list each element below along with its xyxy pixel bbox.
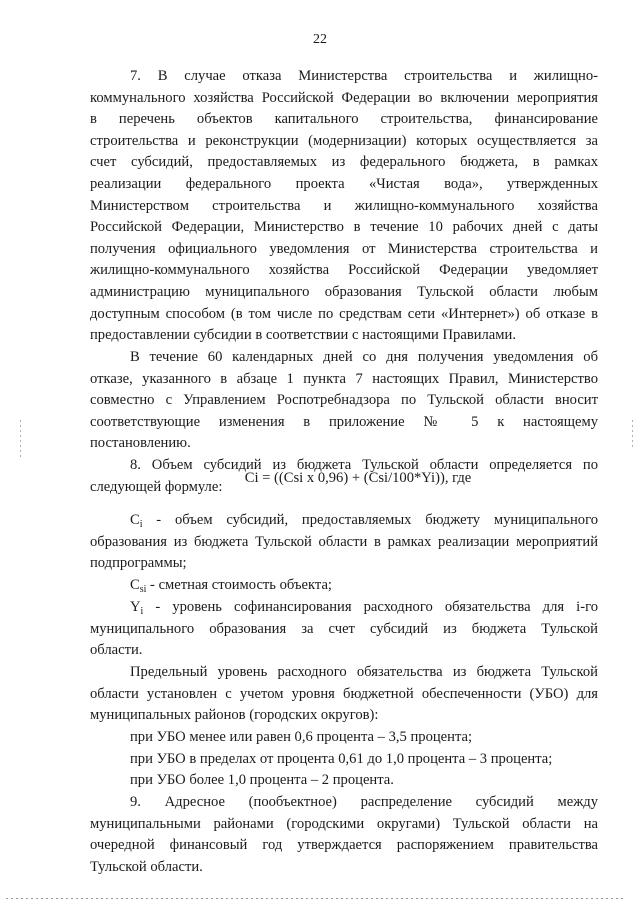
text-line: Министерством строительства и жилищно-коммунального хозяйства [90,197,598,214]
definition-ci [90,510,598,575]
paragraph-7-continued [90,347,598,455]
text-line: муниципальными районами (городскими округами) Тульской области на [90,815,598,832]
symbol-c: C [130,512,140,528]
text-line: Российской Федерации, Министерство в течение 10 рабочих дней с даты [90,219,598,236]
paragraph-limit [90,662,598,727]
page-number: 22 [313,32,327,47]
text-line [90,597,598,619]
symbol-subscript: i [139,519,143,530]
list-item: при УБО менее или равен 0,6 процента – 3,5 процента; [130,729,473,745]
text-line: подпрограммы; [90,555,187,572]
text-line [90,510,598,532]
list-item: при УБО в пределах от процента 0,61 до 1,0 процента – 3 процента; [130,750,553,767]
text-line: образования из бюджета Тульской области в рамках реализации мероприятий [90,533,598,550]
formula: Ci = ((Csi x 0,96) + (Csi/100*Yi)), где [244,470,472,486]
text-line: счет субсидий, предоставляемых из федерального бюджета, в рамках [90,154,598,171]
text-line: муниципального образования за счет субсидий из бюджета Тульской [90,620,598,637]
scan-side-mark [20,420,21,460]
definition-text: - объем субсидий, предоставляемых бюджету муниципального [142,512,598,528]
text-line: 8. Объем субсидий из бюджета Тульской области определяется по [130,457,598,473]
text-line: отказе, указанного в абзаце 1 пункта 7 настоящих Правил, Министерство [90,370,598,387]
paragraph-7 [90,66,598,347]
text-line: 7. В случае отказа Министерства строительства и жилищно- [130,68,598,84]
list-item: при УБО более 1,0 процента – 2 процента. [130,772,394,789]
text-line: реализации федерального проекта «Чистая вода», утвержденных [90,175,598,192]
symbol-y: Y [130,599,141,615]
text-line: совместно с Управлением Роспотребнадзора по Тульской области вносит [90,392,598,409]
scan-edge-mark [6,898,626,899]
definition-text: - сметная стоимость объекта; [146,577,332,593]
text-line: очередной финансовый год утверждается распоряжением правительства [90,837,598,854]
scan-side-mark [632,420,633,450]
text-line: в перечень объектов капитального строительства, финансирование [90,111,598,128]
text-line: области. [90,642,143,659]
text-line: доступным способом (в том числе по средствам сети «Интернет») об отказе в [90,305,598,322]
text-line: Тульской области. [90,858,203,875]
definition-yi [90,597,598,662]
text-line: В течение 60 календарных дней со дня получения уведомления об [130,349,598,365]
text-line: муниципальных районов (городских округов): [90,707,379,724]
ubo-list [130,727,552,792]
text-line: жилищно-коммунального хозяйства Российской Федерации уведомляет [90,262,598,279]
text-line: строительства и реконструкции (модернизации) которых осуществляется за [90,132,598,149]
symbol-subscript: i [140,606,144,617]
paragraph-9 [90,792,598,878]
text-line: администрацию муниципального образования Тульской области любым [90,283,598,300]
symbol-subscript: si [139,584,147,595]
text-line: следующей формуле: [90,478,223,495]
definition-csi [90,575,598,597]
text-line: Предельный уровень расходного обязательства из бюджета Тульской [130,664,598,680]
text-line: коммунального хозяйства Российской Федерации во включении мероприятия [90,89,598,106]
symbol-c: C [130,577,140,593]
text-line: области установлен с учетом уровня бюджетной обеспеченности (УБО) для [90,685,598,702]
text-line: соответствующие изменения в приложение № 5 к настоящему [90,413,598,430]
text-line: получения официального уведомления от Министерства строительства и [90,240,598,257]
text-line: 9. Адресное (пообъектное) распределение субсидий между [130,794,598,810]
text-line: предоставлении субсидии в соответствии с настоящими Правилами. [90,327,516,344]
definition-text: - уровень софинансирования расходного обязательства для i-го [143,599,598,615]
text-line [90,575,598,597]
text-line: постановлению. [90,435,191,452]
